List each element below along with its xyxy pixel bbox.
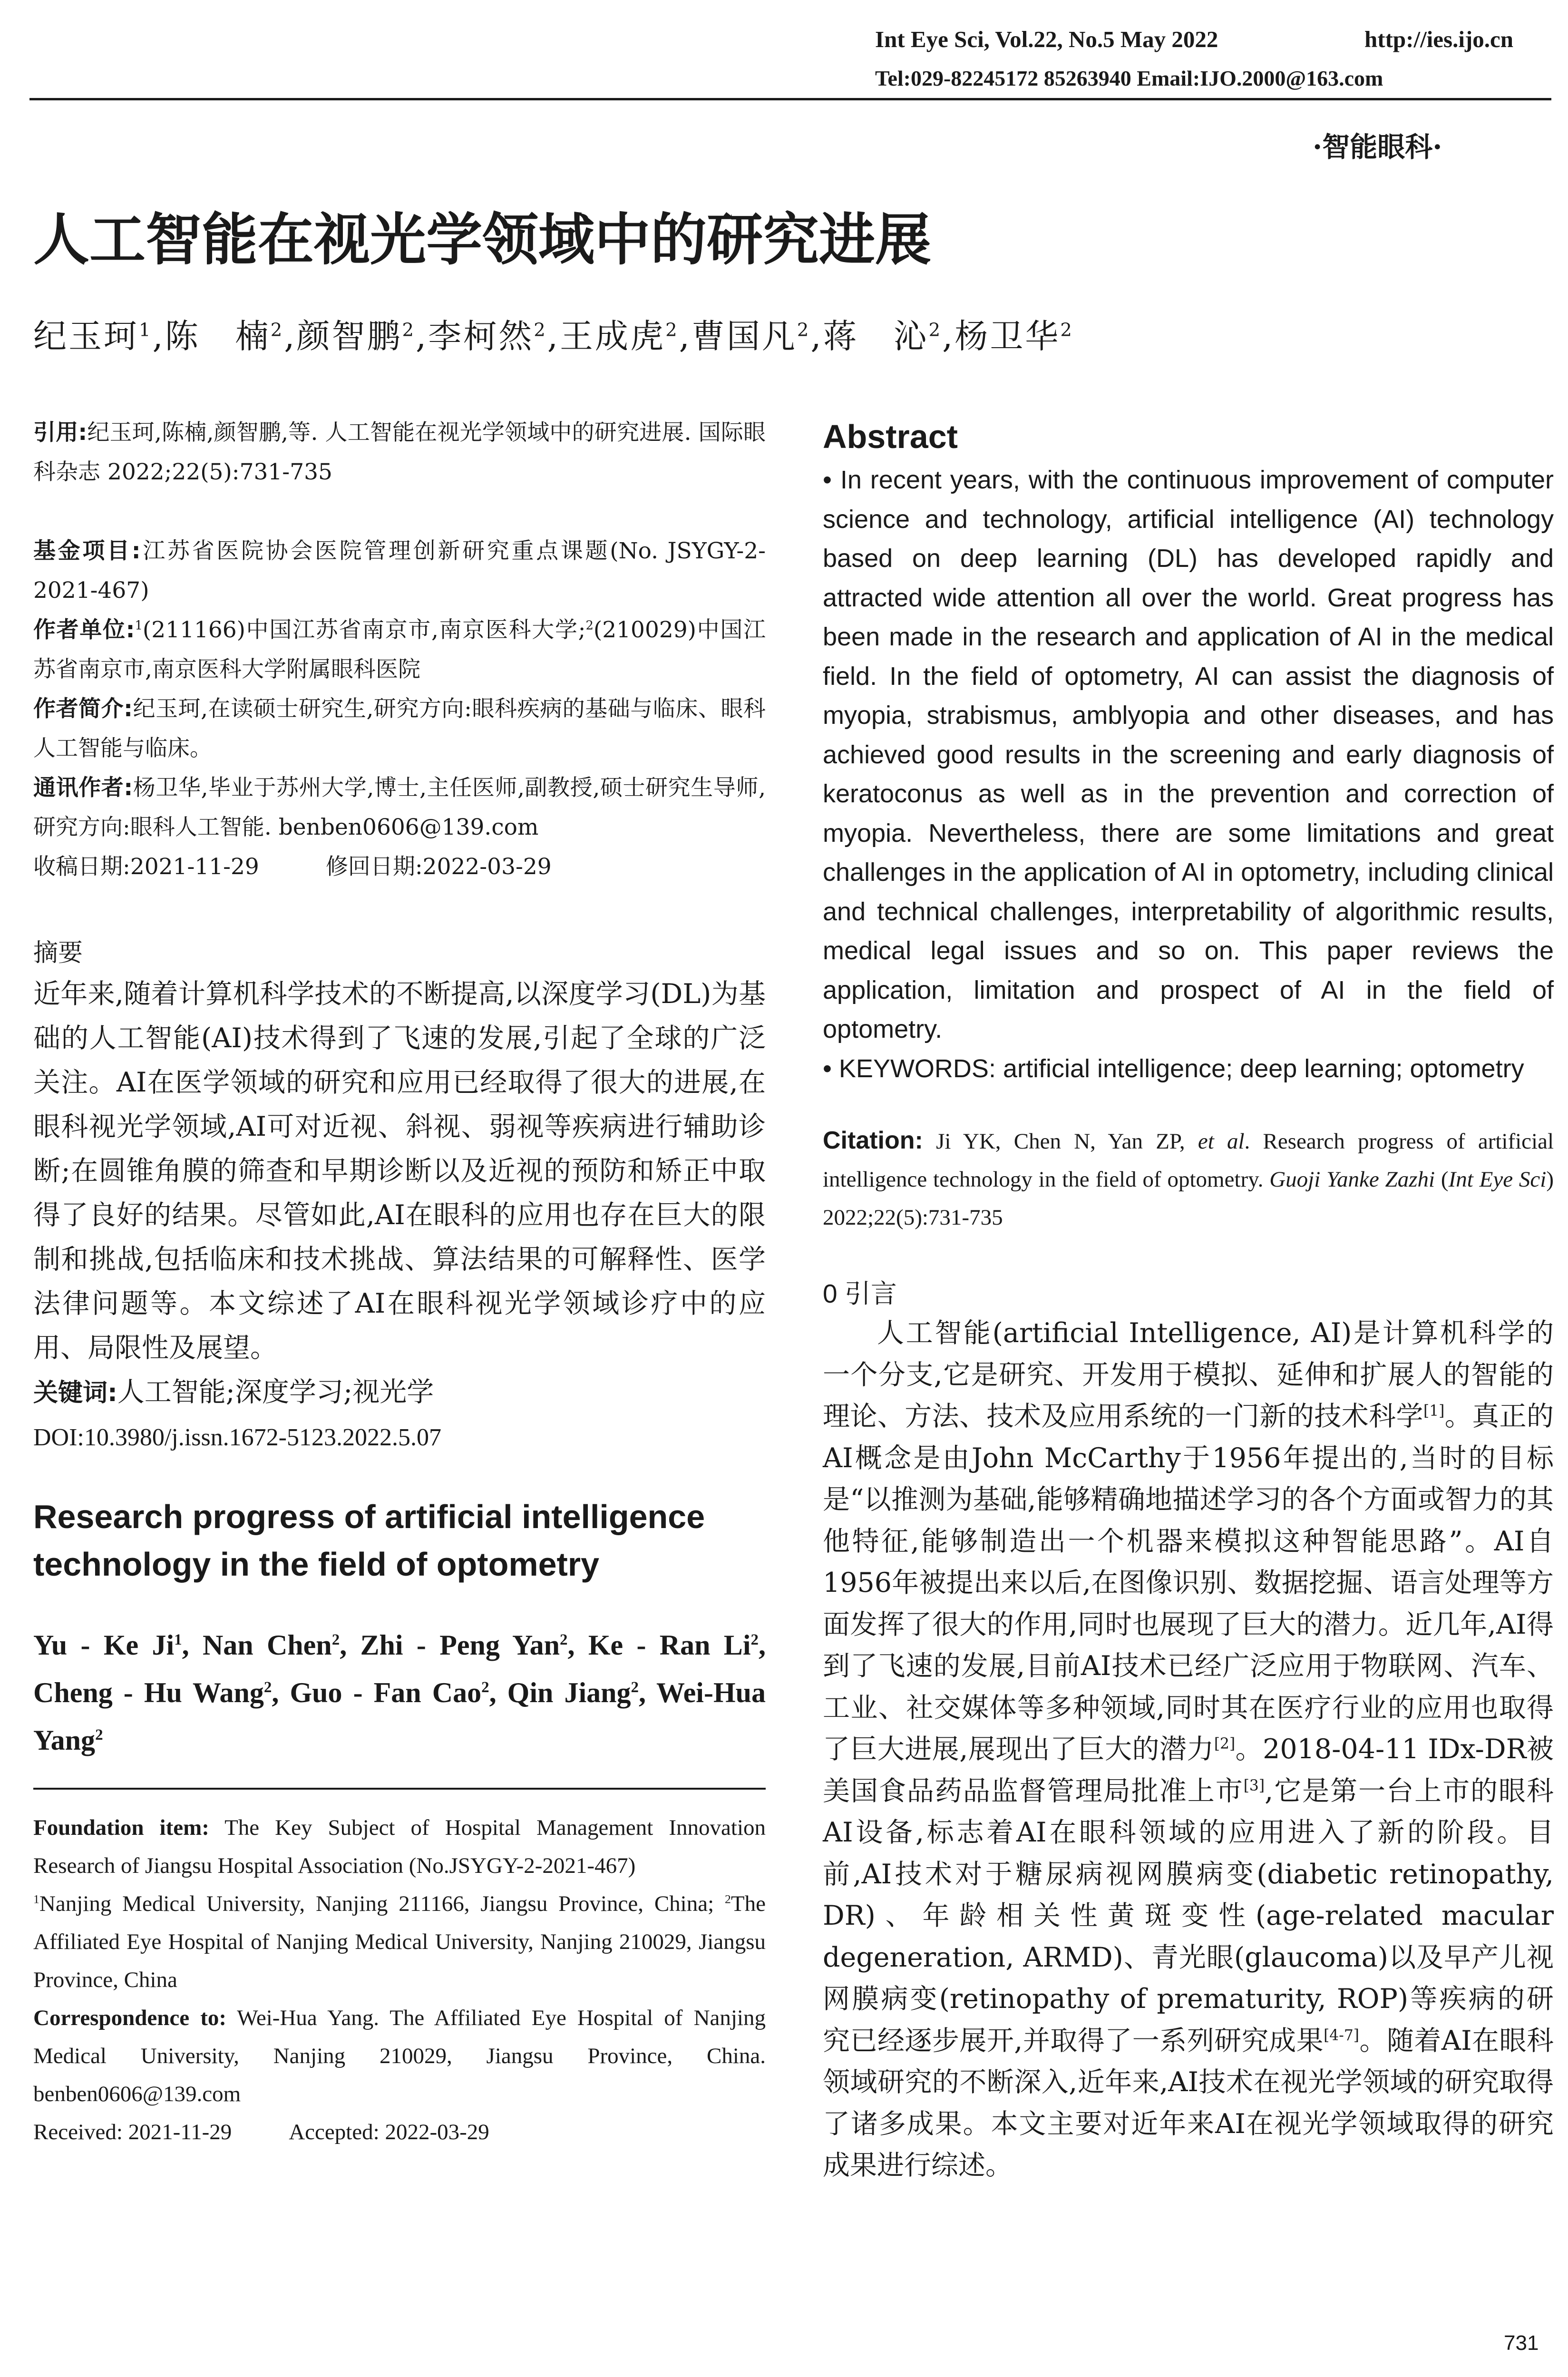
affiliation-text: $^1$(211166)中国江苏省南京市,南京医科大学;$^2$(210029)中国江苏省南京市,南京医科大学附属眼科医院 bbox=[33, 617, 766, 682]
author-list: 纪玉珂$^1$,陈 楠$^2$,颜智鹏$^2$,李柯然$^2$,王成虎$^2$,曹国凡$^2$,蒋 沁$^2$,杨卫华$^2$ bbox=[33, 317, 1074, 356]
foundation-label: 基金项目: bbox=[33, 538, 141, 564]
dates-cn bbox=[33, 847, 766, 887]
foundation-cn bbox=[33, 531, 766, 610]
intro-text: 人工智能(artificial Intelligence, AI)是计算机科学的一个分支,它是研究、开发用于模拟、延伸和扩展人的智能的理论、方法、技术及应用系统的一门新的技术科学[1]。真正的AI概念是由John McCarthy于1956年提出的,当时的目标是“以推测为基础,能够精确地描述学习的各个方面或智力的其他特征,能够制造出一个机器来模拟这种智能思路”。AI自1956年被提出来以后,在图像识别、数据挖掘、语言处理等方面发挥了很大的作用,同时也展现了巨大的潜力。近几年,AI得到了飞速的发展,目前AI技术已经广泛应用于物联网、汽车、工业、社交媒体等多种领域,同时其在医疗行业的应用也取得了巨大进展,展现出了巨大的潜力[2]。2018-04-11 IDx-DR被美国食品药品监督管理局批准上市[3],它是第一台上市的眼科AI设备,标志着AI在眼科领域的应用进入了新的阶段。目前,AI技术对于糖尿病视网膜病变(diabetic retinopathy, DR)、年龄相关性黄斑变性(age-related macular degeneration, ARMD)、青光眼(glaucoma)以及早产儿视网膜病变(retinopathy of prematurity, ROP)等疾病的研究已经逐步展开,并取得了一系列研究成果[4-7]。随着AI在眼科领域研究的不断深入,近年来,AI技术在视光学领域的研究取得了诸多成果。本文主要对近年来AI在视光学领域取得的研究成果进行综述。 bbox=[823, 1317, 1554, 2181]
abstract-text-cn: 近年来,随着计算机科学技术的不断提高,以深度学习(DL)为基础的人工智能(AI)技术得到了飞速的发展,引起了全球的广泛关注。AI在医学领域的研究和应用已经取得了很大的进展,在眼科视光学领域,AI可对近视、斜视、弱视等疾病进行辅助诊断;在圆锥角膜的筛查和早期诊断以及近视的预防和矫正中取得了良好的结果。尽管如此,AI在眼科的应用也存在巨大的限制和挑战,包括临床和技术挑战、算法结果的可解释性、医学法律问题等。本文综述了AI在眼科视光学领域诊疗中的应用、局限性及展望。 bbox=[33, 978, 766, 1364]
foundation-en-text: The Key Subject of Hospital Management Innovation Research of Jiangsu Hospital Association (No.JSYGY-2-2021-467) bbox=[33, 1815, 766, 1878]
keywords-en bbox=[823, 1049, 1554, 1089]
keywords-en-text: artificial intelligence; deep learning; optometry bbox=[1003, 1054, 1524, 1083]
right-column bbox=[823, 413, 1554, 2187]
abstract-heading-en: Abstract bbox=[823, 418, 958, 455]
correspondence-en-text: Wei-Hua Yang. The Affiliated Eye Hospital of Nanjing Medical University, Nanjing 210029, Jiangsu Province, China. benben0606@139.com bbox=[33, 2006, 766, 2106]
english-author-list: Yu - Ke Ji$^1$, Nan Chen$^2$, Zhi - Peng Yan$^2$, Ke - Ran Li$^2$, Cheng - Hu Wang$^2$, Guo - Fan Cao$^2$, Qin Jiang$^2$, Wei-Hua Yang$^2$ bbox=[33, 1629, 766, 1756]
section-tag: ·智能眼科· bbox=[1313, 131, 1442, 163]
bio-cn bbox=[33, 689, 766, 768]
citation-en-text: Ji YK, Chen N, Yan ZP, et al. Research progress of artificial intelligence technology in the field of optometry. Guoji Yanke Zazhi (Int Eye Sci) 2022;22(5):731-735 bbox=[823, 1129, 1554, 1230]
doi[interactable]: DOI:10.3980/j.issn.1672-5123.2022.5.07 bbox=[33, 1424, 441, 1451]
bio-label: 作者简介: bbox=[33, 696, 133, 722]
citation-text: 纪玉珂,陈楠,颜智鹏,等. 人工智能在视光学领域中的研究进展. 国际眼科杂志 2022;22(5):731-735 bbox=[33, 419, 766, 485]
affiliation-cn bbox=[33, 610, 766, 689]
article-title: 人工智能在视光学领域中的研究进展 bbox=[33, 207, 932, 273]
received-date: 2021-11-29 bbox=[130, 854, 259, 880]
revised-label: 修回日期: bbox=[325, 854, 423, 880]
correspondence-label: 通讯作者: bbox=[33, 775, 133, 801]
page-number: 731 bbox=[1504, 2331, 1539, 2355]
keywords-text: 人工智能;深度学习;视光学 bbox=[117, 1376, 434, 1408]
foundation-en-label: Foundation item: bbox=[33, 1815, 209, 1840]
received-en-date: 2021-11-29 bbox=[128, 2120, 232, 2144]
affiliation-en: $^1$Nanjing Medical University, Nanjing 211166, Jiangsu Province, China; $^2$The Affiliated Eye Hospital of Nanjing Medical University, Nanjing 210029, Jiangsu Province, China bbox=[33, 1891, 766, 1992]
journal-contact: Tel:029-82245172 85263940 Email:IJO.2000@163.com bbox=[875, 66, 1383, 90]
received-en-label: Received: bbox=[33, 2120, 123, 2144]
correspondence-text: 杨卫华,毕业于苏州大学,博士,主任医师,副教授,硕士研究生导师,研究方向:眼科人工智能. benben0606@139.com bbox=[33, 775, 766, 840]
foundation-text: 江苏省医院协会医院管理创新研究重点课题(No. JSYGY-2-2021-467) bbox=[33, 538, 766, 604]
bio-text: 纪玉珂,在读硕士研究生,研究方向:眼科疾病的基础与临床、眼科人工智能与临床。 bbox=[33, 696, 766, 761]
correspondence-cn bbox=[33, 768, 766, 847]
citation-label: 引用: bbox=[33, 419, 88, 446]
journal-info: Int Eye Sci, Vol.22, No.5 May 2022 bbox=[875, 26, 1218, 52]
correspondence-en-label: Correspondence to: bbox=[33, 2006, 227, 2030]
citation-en-label: Citation: bbox=[823, 1127, 923, 1154]
foundation-en bbox=[33, 1809, 766, 1885]
citation-cn bbox=[33, 413, 766, 492]
left-column bbox=[33, 413, 766, 2151]
revised-date: 2022-03-29 bbox=[422, 854, 552, 880]
english-title: Research progress of artificial intelligence technology in the field of optometry bbox=[33, 1498, 705, 1583]
affiliation-label: 作者单位: bbox=[33, 617, 135, 643]
correspondence-en bbox=[33, 1999, 766, 2113]
dates-en bbox=[33, 2113, 766, 2151]
keywords-cn bbox=[33, 1370, 766, 1415]
accepted-en-label: Accepted: bbox=[289, 2120, 380, 2144]
abstract-heading-cn: 摘要 bbox=[33, 939, 83, 967]
intro-heading: 0 引言 bbox=[823, 1279, 897, 1308]
abstract-text-en: • In recent years, with the continuous improvement of computer science and technology, artificial intelligence (AI) technology based on deep learning (DL) has developed rapidly and attracted wide attention all over the world. Great progress has been made in the research and application of AI in the medical field. In the field of optometry, AI can assist the diagnosis of myopia, strabismus, amblyopia and other diseases, and has achieved good results in the screening and early diagnosis of keratoconus as well as in the prevention and correction of myopia. Nevertheless, there are some limitations and great challenges in the application of AI in optometry, including clinical and technical challenges, interpretability of algorithmic results, medical legal issues and so on. This paper reviews the application, limitation and prospect of AI in the field of optometry. bbox=[823, 466, 1554, 1043]
accepted-en-date: 2022-03-29 bbox=[385, 2120, 489, 2144]
journal-url[interactable]: http://ies.ijo.cn bbox=[1364, 26, 1514, 52]
en-info-rule bbox=[33, 1788, 766, 1790]
received-label: 收稿日期: bbox=[33, 854, 130, 880]
header-rule bbox=[29, 98, 1551, 100]
keywords-label: 关键词: bbox=[33, 1379, 117, 1407]
keywords-en-label: • KEYWORDS: bbox=[823, 1054, 996, 1083]
citation-en bbox=[823, 1121, 1554, 1237]
